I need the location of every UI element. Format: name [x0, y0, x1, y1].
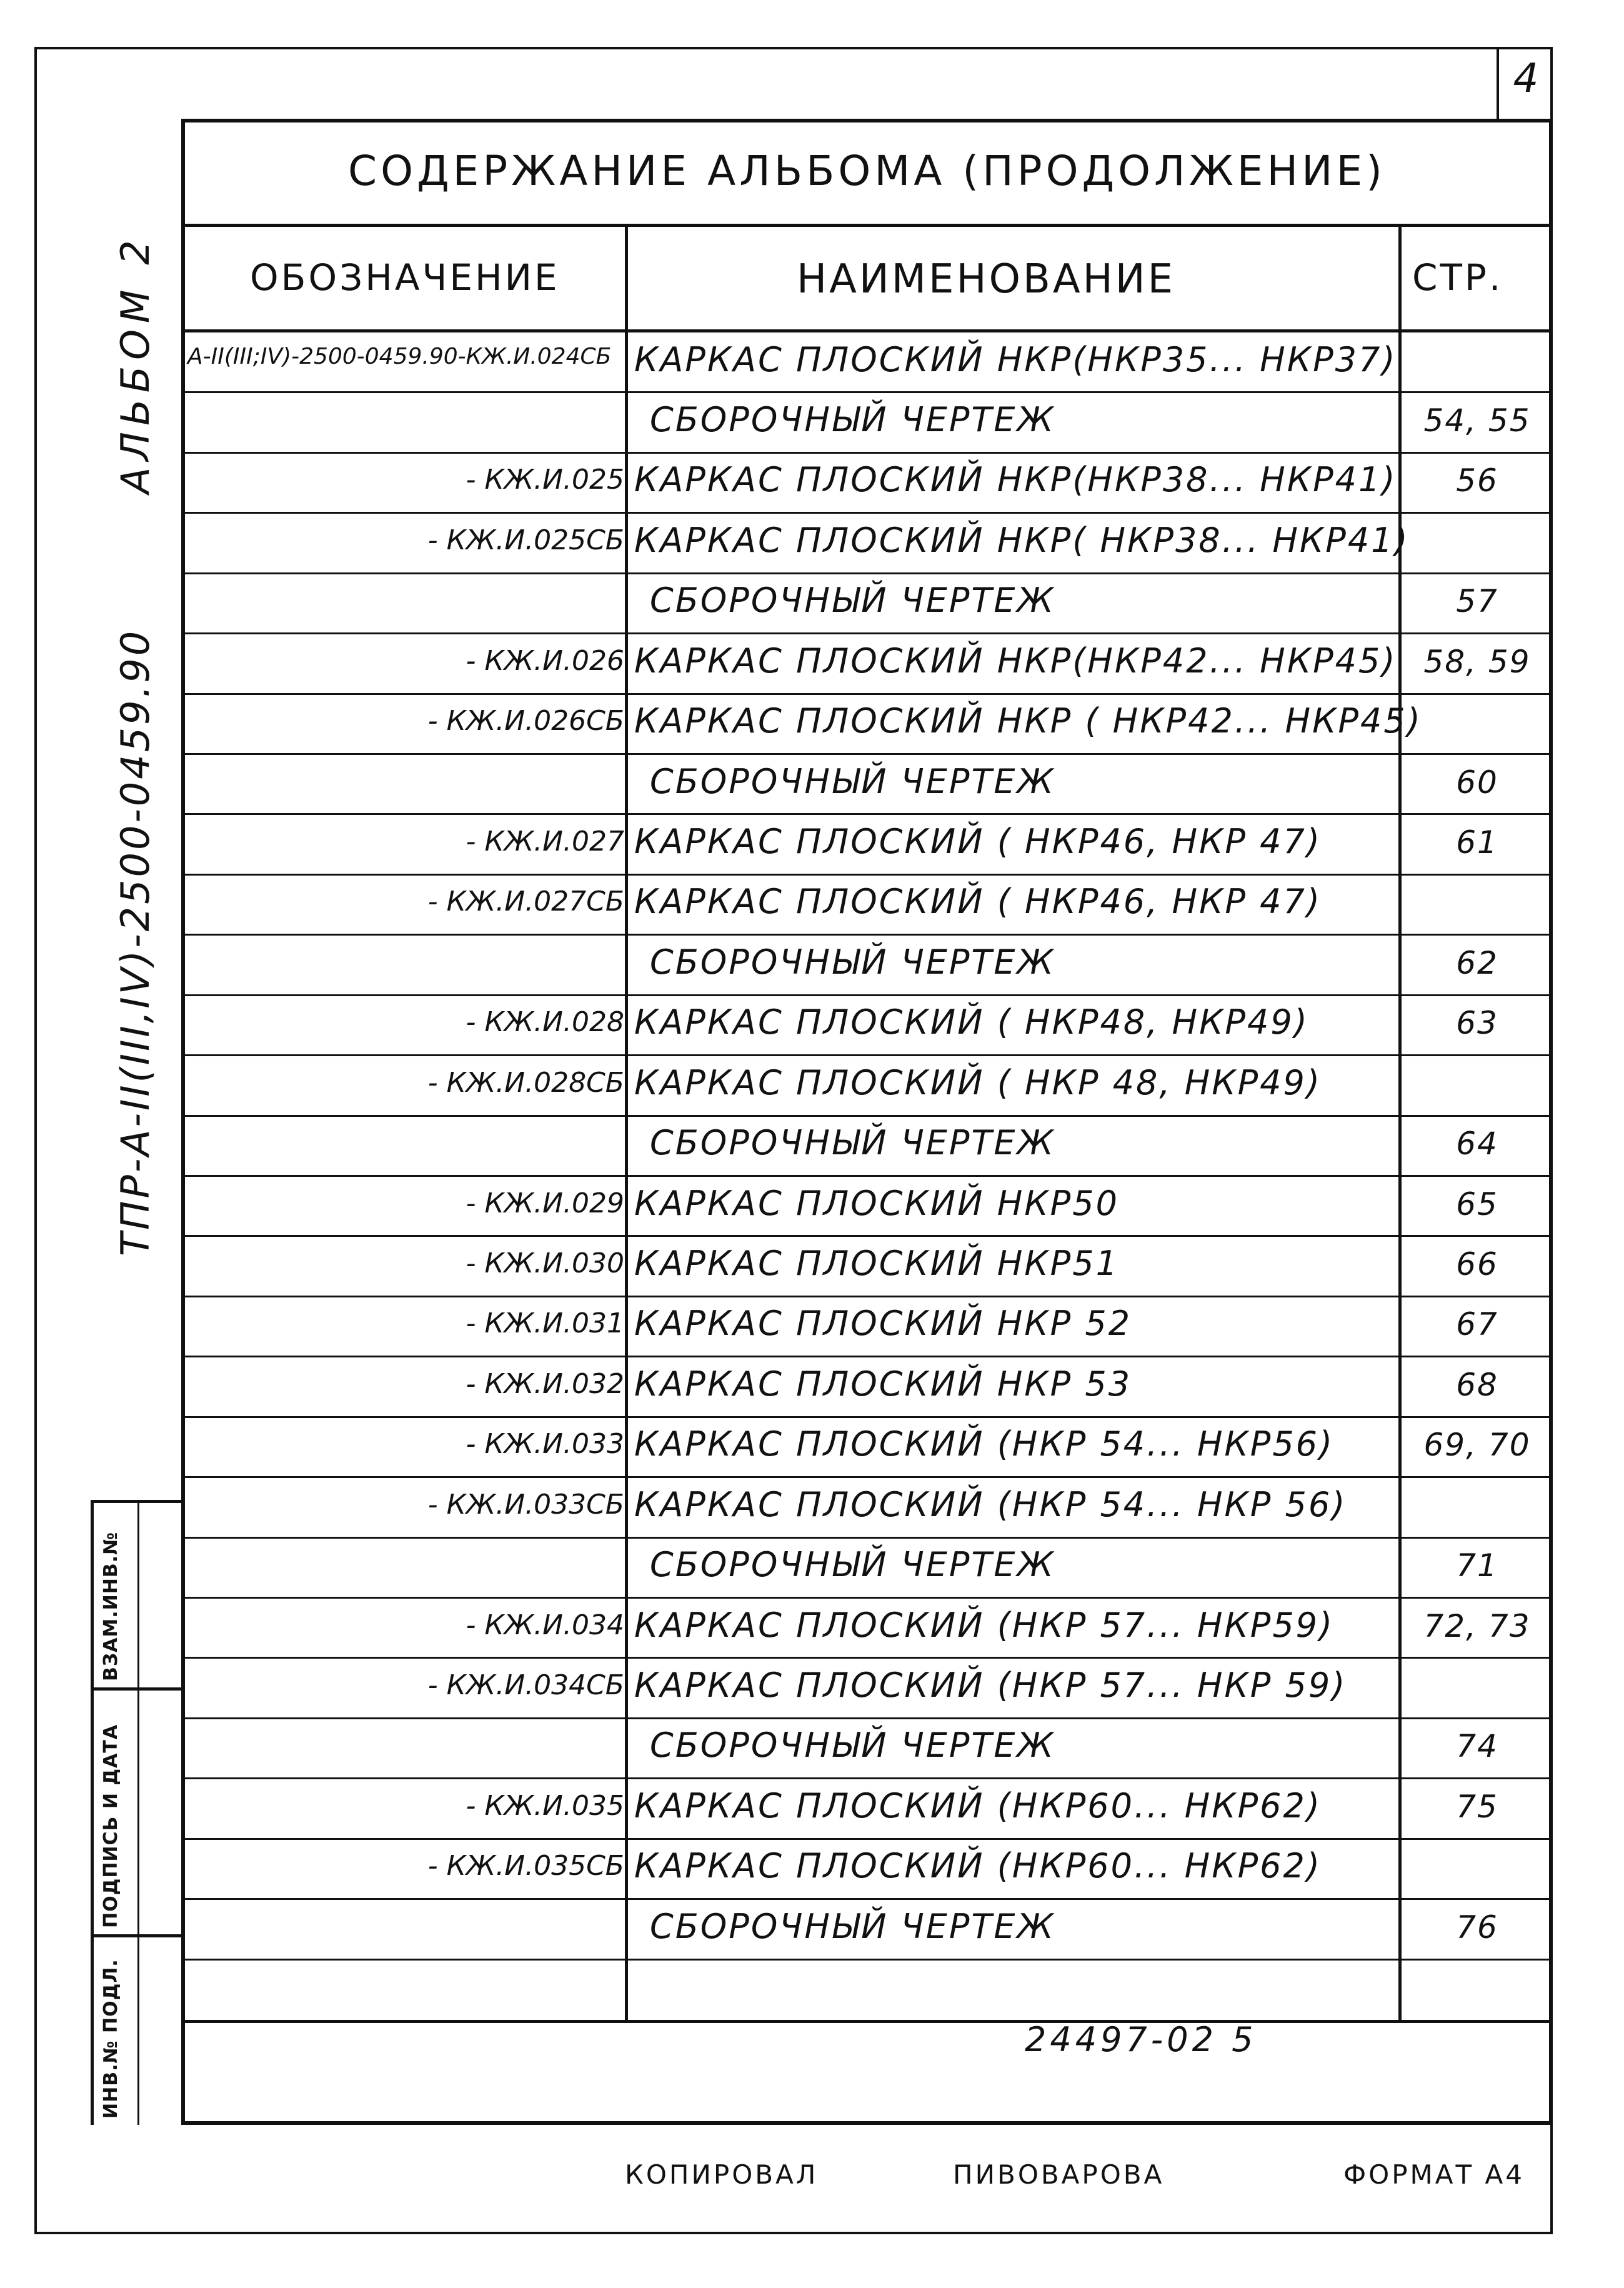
- row-name: КАРКАС ПЛОСКИЙ НКР(НКР42... НКР45): [634, 641, 1397, 681]
- row-divider: [185, 934, 1549, 936]
- row-divider: [185, 1296, 1549, 1297]
- row-divider: [185, 1898, 1549, 1900]
- row-code: - КЖ.И.028СБ: [427, 1066, 624, 1099]
- row-name: СБОРОЧНЫЙ ЧЕРТЕЖ: [650, 942, 1055, 982]
- row-name: СБОРОЧНЫЙ ЧЕРТЕЖ: [650, 1545, 1055, 1585]
- title-divider: [185, 224, 1549, 227]
- row-code: - КЖ.И.035: [466, 1789, 624, 1822]
- row-page: 63: [1456, 1005, 1498, 1042]
- row-name: КАРКАС ПЛОСКИЙ ( НКР46, НКР 47): [634, 882, 1322, 922]
- col-divider-2: [1398, 224, 1402, 2022]
- row-page: 66: [1456, 1246, 1498, 1282]
- row-page: 71: [1456, 1547, 1498, 1584]
- row-code: - КЖ.И.034СБ: [427, 1669, 624, 1701]
- row-name: СБОРОЧНЫЙ ЧЕРТЕЖ: [650, 1123, 1055, 1163]
- row-name: КАРКАС ПЛОСКИЙ ( НКР 48, НКР49): [634, 1062, 1322, 1102]
- stamp-left-border: [91, 1500, 94, 2125]
- row-divider: [185, 572, 1549, 574]
- row-page: 72, 73: [1423, 1607, 1531, 1644]
- stamp-sign-date: ПОДПИСЬ И ДАТА: [100, 1724, 122, 1928]
- row-name: СБОРОЧНЫЙ ЧЕРТЕЖ: [650, 1726, 1055, 1766]
- row-divider: [185, 391, 1549, 393]
- row-code: - КЖ.И.027СБ: [427, 886, 624, 918]
- footer-copied: КОПИРОВАЛ: [625, 2159, 819, 2190]
- row-name: КАРКАС ПЛОСКИЙ НКР( НКР38... НКР41): [634, 520, 1410, 560]
- row-divider: [185, 1959, 1549, 1961]
- row-divider: [185, 512, 1549, 514]
- row-code: - КЖ.И.029: [466, 1187, 624, 1219]
- row-divider: [185, 1476, 1549, 1478]
- row-divider: [185, 874, 1549, 876]
- row-code: - КЖ.И.032: [466, 1367, 624, 1400]
- row-name: КАРКАС ПЛОСКИЙ (НКР60... НКР62): [634, 1786, 1322, 1826]
- row-name: КАРКАС ПЛОСКИЙ (НКР 54... НКР 56): [634, 1484, 1347, 1524]
- row-name: КАРКАС ПЛОСКИЙ (НКР 54... НКР56): [634, 1424, 1335, 1464]
- stamp-mid-line: [137, 1500, 139, 2125]
- project-designation: ТПР-А-II(III,IV)-2500-0459.90: [112, 628, 158, 1256]
- row-page: 60: [1456, 764, 1498, 801]
- row-page: 58, 59: [1423, 643, 1531, 680]
- table-title: СОДЕРЖАНИЕ АЛЬБОМА (ПРОДОЛЖЕНИЕ): [348, 147, 1386, 195]
- row-divider: [185, 1235, 1549, 1237]
- row-page: 62: [1456, 944, 1498, 981]
- row-code: - КЖ.И.026: [466, 644, 624, 677]
- page-number: 4: [1513, 56, 1539, 102]
- row-name: КАРКАС ПЛОСКИЙ (НКР 57... НКР 59): [634, 1666, 1347, 1705]
- row-page: 64: [1456, 1126, 1498, 1162]
- row-name: КАРКАС ПЛОСКИЙ НКР ( НКР42... НКР45): [634, 701, 1422, 741]
- col-divider-1: [625, 224, 628, 2022]
- row-divider: [185, 1838, 1549, 1840]
- row-name: СБОРОЧНЫЙ ЧЕРТЕЖ: [650, 1906, 1055, 1946]
- row-divider: [185, 813, 1549, 815]
- row-divider: [185, 1657, 1549, 1659]
- row-page: 61: [1456, 824, 1498, 861]
- row-name: КАРКАС ПЛОСКИЙ НКР(НКР38... НКР41): [634, 460, 1397, 500]
- row-divider: [185, 632, 1549, 634]
- row-code: - КЖ.И.028: [466, 1006, 624, 1039]
- row-divider: [185, 753, 1549, 755]
- row-name: КАРКАС ПЛОСКИЙ НКР(НКР35... НКР37): [634, 339, 1397, 379]
- row-code: - КЖ.И.035СБ: [427, 1850, 624, 1882]
- row-code: - КЖ.И.025СБ: [427, 524, 624, 556]
- row-name: СБОРОЧНЫЙ ЧЕРТЕЖ: [650, 400, 1055, 439]
- row-name: КАРКАС ПЛОСКИЙ НКР50: [634, 1183, 1119, 1223]
- row-divider: [185, 1717, 1549, 1719]
- row-divider: [185, 1175, 1549, 1177]
- row-divider: [185, 1356, 1549, 1357]
- row-divider: [185, 994, 1549, 996]
- row-code: - КЖ.И.026СБ: [427, 705, 624, 737]
- row-page: 56: [1456, 462, 1498, 499]
- row-name: СБОРОЧНЫЙ ЧЕРТЕЖ: [650, 761, 1055, 801]
- table-bottom: [185, 2020, 1549, 2023]
- row-page: 54, 55: [1423, 402, 1531, 439]
- row-page: 68: [1456, 1366, 1498, 1403]
- footer-copier-name: ПИВОВАРОВА: [953, 2159, 1165, 2190]
- row-name: КАРКАС ПЛОСКИЙ ( НКР48, НКР49): [634, 1002, 1309, 1042]
- row-divider: [185, 1416, 1549, 1418]
- row-name: КАРКАС ПЛОСКИЙ НКР51: [634, 1244, 1119, 1283]
- row-page: 57: [1456, 583, 1498, 620]
- row-divider: [185, 1115, 1549, 1117]
- row-code: - КЖ.И.027: [466, 826, 624, 857]
- stamp-inv-podl: ИНВ.№ ПОДЛ.: [100, 1959, 122, 2119]
- row-code: - КЖ.И.034: [466, 1609, 624, 1641]
- header-divider: [185, 329, 1549, 332]
- footer-format: ФОРМАТ А4: [1343, 2159, 1525, 2190]
- row-page: 74: [1456, 1728, 1498, 1765]
- row-page: 75: [1456, 1788, 1498, 1825]
- page-number-box: [1497, 47, 1553, 122]
- album-label: АЛЬБОМ 2: [112, 234, 158, 494]
- row-name: КАРКАС ПЛОСКИЙ (НКР60... НКР62): [634, 1846, 1322, 1886]
- header-code: ОБОЗНАЧЕНИЕ: [250, 256, 560, 299]
- row-name: СБОРОЧНЫЙ ЧЕРТЕЖ: [650, 581, 1055, 621]
- row-code: - КЖ.И.031: [466, 1307, 624, 1340]
- stamp-vzam-inv: ВЗАМ.ИНВ.№: [100, 1531, 122, 1681]
- row-name: КАРКАС ПЛОСКИЙ НКР 52: [634, 1304, 1132, 1344]
- header-page: СТР.: [1412, 256, 1503, 299]
- row-divider: [185, 452, 1549, 454]
- row-name: КАРКАС ПЛОСКИЙ (НКР 57... НКР59): [634, 1605, 1335, 1645]
- document-number: 24497-02 5: [1025, 2020, 1257, 2059]
- row-code: - КЖ.И.030: [466, 1247, 624, 1279]
- row-divider: [185, 693, 1549, 695]
- row-divider: [185, 1537, 1549, 1539]
- row-page: 76: [1456, 1909, 1498, 1946]
- row-divider: [185, 1054, 1549, 1056]
- row-divider: [185, 1597, 1549, 1599]
- row-code: - КЖ.И.033: [466, 1428, 624, 1461]
- row-name: КАРКАС ПЛОСКИЙ ( НКР46, НКР 47): [634, 822, 1322, 861]
- row-page: 65: [1456, 1186, 1498, 1222]
- row-page: 69, 70: [1423, 1427, 1531, 1464]
- row-page: 67: [1456, 1306, 1498, 1343]
- header-name: НАИМЕНОВАНИЕ: [797, 256, 1176, 302]
- row-name: КАРКАС ПЛОСКИЙ НКР 53: [634, 1364, 1132, 1404]
- row-divider: [185, 1777, 1549, 1779]
- row-code: - КЖ.И.033СБ: [427, 1488, 624, 1521]
- row-code: А-II(III;IV)-2500-0459.90-КЖ.И.024СБ: [187, 343, 612, 369]
- row-code: - КЖ.И.025: [466, 464, 624, 496]
